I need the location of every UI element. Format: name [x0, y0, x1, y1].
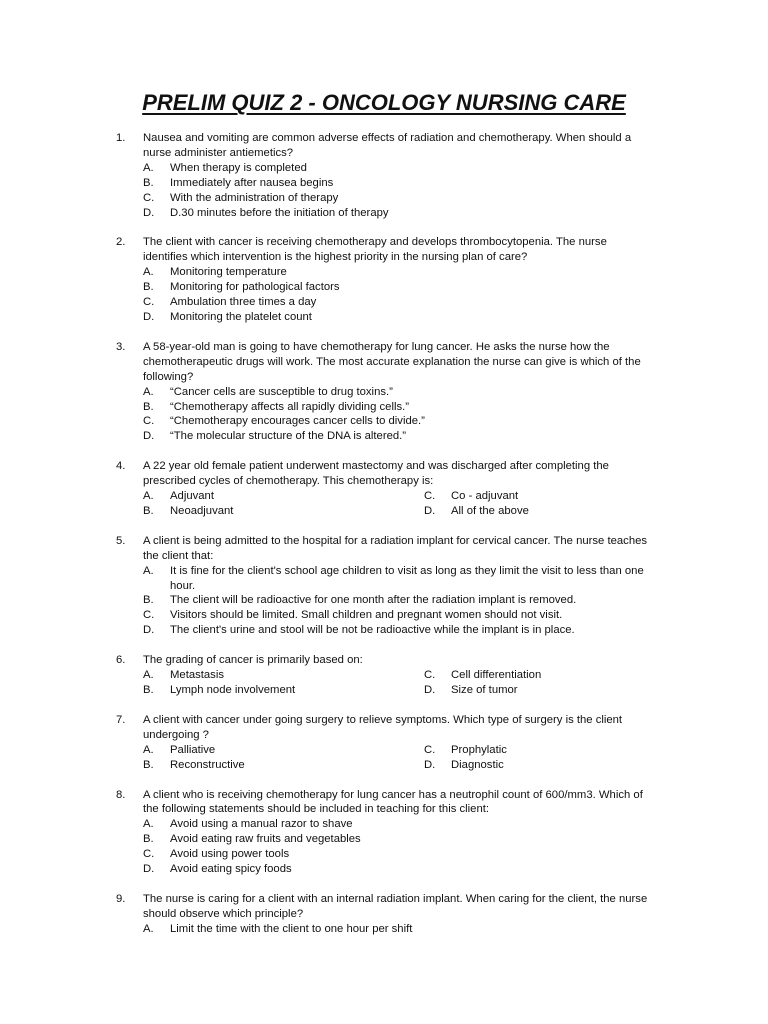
option-a — [143, 564, 651, 594]
option-d — [143, 623, 651, 638]
option-text: Metastasis — [170, 669, 224, 682]
option-list — [143, 564, 651, 639]
option-text: Co - adjuvant — [451, 490, 519, 503]
option-text: Avoid eating spicy foods — [170, 863, 292, 876]
option-label: A. — [143, 490, 154, 503]
question-7 — [0, 713, 768, 773]
question-text: The grading of cancer is primarily based on: — [143, 654, 363, 667]
option-text: Reconstructive — [170, 758, 245, 771]
option-text: D.30 minutes before the initiation of therapy — [170, 206, 389, 219]
question-number: 9. — [116, 892, 126, 905]
option-list — [143, 265, 651, 325]
option-c — [424, 668, 651, 683]
option-text: Limit the time with the client to one hour per shift — [170, 922, 413, 935]
option-label: A. — [143, 564, 154, 577]
question-number: 3. — [116, 340, 126, 353]
option-text: Avoid using a manual razor to shave — [170, 818, 353, 831]
option-label: D. — [424, 758, 436, 771]
option-label: D. — [424, 504, 436, 517]
option-list — [143, 922, 651, 937]
option-label: B. — [143, 833, 154, 846]
option-label: B. — [143, 504, 154, 517]
option-d — [143, 862, 651, 877]
option-d — [424, 758, 651, 773]
option-grid — [143, 489, 651, 519]
option-text: Visitors should be limited. Small children and pregnant women should not visit. — [170, 609, 563, 622]
question-text: A client with cancer under going surgery to relieve symptoms. Which type of surgery is the client undergoing ? — [143, 713, 623, 741]
question-text: A 22 year old female patient underwent mastectomy and was discharged after completing the prescribed cycles of chemotherapy. This chemotherapy is: — [143, 460, 609, 488]
question-5 — [0, 534, 768, 638]
option-label: A. — [143, 385, 154, 398]
option-grid — [143, 668, 651, 698]
option-text: The client's urine and stool will be not be radioactive while the implant is in place. — [170, 624, 575, 637]
option-label: C. — [143, 848, 155, 861]
option-label: C. — [143, 296, 155, 309]
option-text: Avoid eating raw fruits and vegetables — [170, 833, 361, 846]
option-text: With the administration of therapy — [170, 191, 339, 204]
question-8 — [0, 788, 768, 877]
option-text: Diagnostic — [451, 758, 504, 771]
option-a — [143, 817, 651, 832]
question-text: The client with cancer is receiving chemotherapy and develops thrombocytopenia. The nurse identifies which intervention is the highest priority in the nursing plan of care? — [143, 236, 607, 264]
option-a — [143, 265, 651, 280]
option-label: A. — [143, 161, 154, 174]
option-text: “Cancer cells are susceptible to drug toxins.” — [170, 385, 393, 398]
option-c — [143, 295, 651, 310]
option-text: Monitoring for pathological factors — [170, 281, 340, 294]
option-text: Immediately after nausea begins — [170, 176, 334, 189]
option-label: A. — [143, 266, 154, 279]
option-a — [143, 922, 651, 937]
question-number: 7. — [116, 713, 126, 726]
option-d — [143, 429, 651, 444]
option-b — [143, 593, 651, 608]
option-label: B. — [143, 281, 154, 294]
option-b — [143, 176, 651, 191]
option-label: C. — [424, 490, 436, 503]
option-text: When therapy is completed — [170, 161, 307, 174]
option-b — [143, 683, 424, 698]
option-c — [143, 847, 651, 862]
option-label: C. — [424, 669, 436, 682]
option-label: B. — [143, 758, 154, 771]
option-text: Lymph node involvement — [170, 684, 296, 696]
option-text: Adjuvant — [170, 490, 214, 503]
option-text: Cell differentiation — [451, 669, 542, 682]
question-list — [0, 131, 768, 952]
option-text: “The molecular structure of the DNA is altered.” — [170, 430, 407, 443]
option-label: B. — [143, 400, 154, 413]
option-a — [143, 489, 424, 504]
option-d — [143, 206, 651, 221]
option-d — [143, 310, 651, 325]
option-list — [143, 385, 651, 445]
option-text: The client will be radioactive for one month after the radiation implant is removed. — [170, 594, 577, 607]
option-a — [143, 668, 424, 683]
option-b — [143, 400, 651, 415]
option-label: C. — [143, 415, 155, 428]
question-text: Nausea and vomiting are common adverse effects of radiation and chemotherapy. When should a nurse administer antiemetics? — [143, 132, 632, 159]
option-list — [143, 161, 651, 221]
option-text: Monitoring temperature — [170, 266, 287, 279]
option-label: C. — [143, 191, 155, 204]
option-label: D. — [143, 206, 155, 219]
question-number: 8. — [116, 788, 126, 801]
option-label: B. — [143, 176, 154, 189]
option-text: Size of tumor — [451, 684, 518, 696]
option-label: A. — [143, 922, 154, 935]
option-label: A. — [143, 743, 154, 756]
option-d — [424, 683, 651, 698]
option-b — [143, 504, 424, 519]
question-3 — [0, 340, 768, 444]
option-text: “Chemotherapy affects all rapidly dividing cells.” — [170, 400, 410, 413]
option-text: Ambulation three times a day — [170, 296, 317, 309]
option-b — [143, 758, 424, 773]
question-6 — [0, 653, 768, 698]
option-label: C. — [424, 743, 436, 756]
option-text: All of the above — [451, 504, 529, 517]
option-c — [143, 191, 651, 206]
option-label: D. — [143, 624, 155, 637]
option-text: Prophylatic — [451, 743, 507, 756]
option-c — [143, 608, 651, 623]
question-number: 4. — [116, 460, 126, 473]
question-number: 2. — [116, 236, 126, 249]
option-label: A. — [143, 669, 154, 682]
option-a — [143, 743, 424, 758]
option-label: D. — [424, 684, 436, 696]
page-title: PRELIM QUIZ 2 - ONCOLOGY NURSING CARE — [142, 90, 626, 115]
option-text: “Chemotherapy encourages cancer cells to divide.” — [170, 415, 425, 428]
question-1 — [0, 131, 768, 220]
option-text: It is fine for the client's school age children to visit as long as they limit the visit to less than one hour. — [170, 564, 644, 592]
option-c — [424, 743, 651, 758]
option-text: Neoadjuvant — [170, 504, 234, 517]
option-c — [143, 414, 651, 429]
question-text: The nurse is caring for a client with an internal radiation implant. When caring for the client, the nurse should observe which principle? — [143, 892, 648, 920]
question-9 — [0, 892, 768, 937]
option-label: B. — [143, 594, 154, 607]
option-label: A. — [143, 818, 154, 831]
question-text: A client who is receiving chemotherapy for lung cancer has a neutrophil count of 600/mm3. Which of the following statements should be included in teaching for this client: — [143, 788, 643, 816]
option-label: B. — [143, 684, 154, 696]
question-number: 6. — [116, 654, 126, 667]
option-label: C. — [143, 609, 155, 622]
question-number: 5. — [116, 534, 126, 547]
option-d — [424, 504, 651, 519]
option-b — [143, 832, 651, 847]
option-text: Avoid using power tools — [170, 848, 290, 861]
question-4 — [0, 459, 768, 519]
option-label: D. — [143, 310, 155, 323]
option-b — [143, 280, 651, 295]
question-text: A 58-year-old man is going to have chemotherapy for lung cancer. He asks the nurse how the chemotherapeutic drugs will work. The most accurate explanation the nurse can give is which of the following? — [143, 340, 641, 383]
option-a — [143, 161, 651, 176]
question-number: 1. — [116, 132, 126, 144]
option-grid — [143, 743, 651, 773]
question-text: A client is being admitted to the hospital for a radiation implant for cervical cancer. The nurse teaches the client that: — [143, 534, 648, 562]
question-2 — [0, 235, 768, 324]
option-label: D. — [143, 863, 155, 876]
option-text: Monitoring the platelet count — [170, 310, 312, 323]
option-a — [143, 385, 651, 400]
option-text: Palliative — [170, 743, 216, 756]
option-list — [143, 817, 651, 877]
option-label: D. — [143, 430, 155, 443]
option-c — [424, 489, 651, 504]
